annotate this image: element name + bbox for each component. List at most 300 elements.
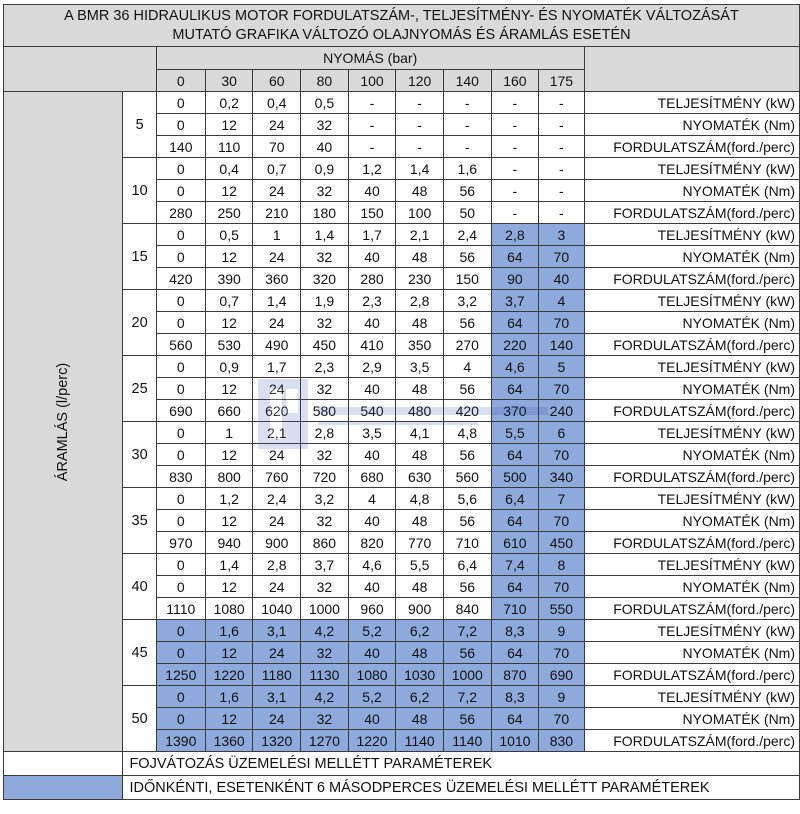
value-cell: 12 <box>205 114 253 136</box>
value-cell: 3,7 <box>491 290 539 312</box>
value-cell: 24 <box>253 444 301 466</box>
value-cell: 12 <box>205 444 253 466</box>
row-label: FORDULATSZÁM(ford./perc) <box>584 598 799 620</box>
value-cell: 32 <box>301 510 349 532</box>
value-cell: 40 <box>348 708 396 730</box>
pressure-header-175: 175 <box>539 70 584 92</box>
value-cell: 48 <box>396 312 444 334</box>
value-cell: 0 <box>156 642 205 664</box>
value-cell: 150 <box>348 202 396 224</box>
value-cell: 0 <box>156 510 205 532</box>
data-table <box>3 4 800 800</box>
value-cell: 0 <box>156 554 205 576</box>
value-cell: 150 <box>443 268 491 290</box>
value-cell: 1220 <box>348 730 396 752</box>
title-line-1: A BMR 36 HIDRAULIKUS MOTOR FORDULATSZÁM-, TELJESÍTMÉNY- ÉS NYOMATÉK VÁLTOZÁSÁT <box>64 7 739 24</box>
value-cell: 1,9 <box>301 290 349 312</box>
value-cell: 140 <box>539 334 584 356</box>
value-cell: 1010 <box>491 730 539 752</box>
row-label: NYOMATÉK (Nm) <box>584 708 799 730</box>
value-cell: 0,4 <box>205 158 253 180</box>
value-cell: 1,4 <box>396 158 444 180</box>
row-label: FORDULATSZÁM(ford./perc) <box>584 334 799 356</box>
row-label: TELJESÍTMÉNY (kW) <box>584 224 799 246</box>
value-cell: 4,8 <box>443 422 491 444</box>
value-cell: - <box>491 202 539 224</box>
value-cell: 3,5 <box>348 422 396 444</box>
value-cell: 4,2 <box>301 686 349 708</box>
pressure-header-30: 30 <box>205 70 253 92</box>
value-cell: 56 <box>443 444 491 466</box>
value-cell: 1130 <box>301 664 349 686</box>
value-cell: 2,8 <box>253 554 301 576</box>
value-cell: 3,5 <box>396 356 444 378</box>
value-cell: 56 <box>443 510 491 532</box>
row-label: TELJESÍTMÉNY (kW) <box>584 620 799 642</box>
value-cell: 840 <box>443 598 491 620</box>
value-cell: - <box>348 114 396 136</box>
row-label: NYOMATÉK (Nm) <box>584 576 799 598</box>
value-cell: 1040 <box>253 598 301 620</box>
value-cell: 580 <box>301 400 349 422</box>
value-cell: - <box>396 136 444 158</box>
value-cell: 0 <box>156 246 205 268</box>
value-cell: 0 <box>156 378 205 400</box>
value-cell: 0 <box>156 312 205 334</box>
value-cell: 8 <box>539 554 584 576</box>
value-cell: 3,2 <box>443 290 491 312</box>
pressure-header-120: 120 <box>396 70 444 92</box>
value-cell: 3,1 <box>253 620 301 642</box>
table-row <box>4 356 800 378</box>
value-cell: 1080 <box>348 664 396 686</box>
row-label: FORDULATSZÁM(ford./perc) <box>584 400 799 422</box>
value-cell: 64 <box>491 378 539 400</box>
value-cell: 210 <box>253 202 301 224</box>
row-label: NYOMATÉK (Nm) <box>584 114 799 136</box>
value-cell: 1 <box>253 224 301 246</box>
value-cell: - <box>443 114 491 136</box>
value-cell: 370 <box>491 400 539 422</box>
value-cell: 56 <box>443 312 491 334</box>
value-cell: 5,6 <box>443 488 491 510</box>
value-cell: 0 <box>156 708 205 730</box>
value-cell: 24 <box>253 180 301 202</box>
pressure-header-160: 160 <box>491 70 539 92</box>
value-cell: - <box>491 180 539 202</box>
value-cell: 32 <box>301 246 349 268</box>
value-cell: 860 <box>301 532 349 554</box>
value-cell: 3,1 <box>253 686 301 708</box>
value-cell: 710 <box>491 598 539 620</box>
value-cell: 6,2 <box>396 620 444 642</box>
value-cell: 1220 <box>205 664 253 686</box>
value-cell: 12 <box>205 708 253 730</box>
value-cell: 8,3 <box>491 686 539 708</box>
row-label: FORDULATSZÁM(ford./perc) <box>584 268 799 290</box>
value-cell: 70 <box>539 642 584 664</box>
table-row <box>4 554 800 576</box>
value-cell: 40 <box>301 136 349 158</box>
value-cell: 48 <box>396 576 444 598</box>
value-cell: 56 <box>443 708 491 730</box>
value-cell: 340 <box>539 466 584 488</box>
value-cell: 24 <box>253 312 301 334</box>
value-cell: 1390 <box>156 730 205 752</box>
row-label: TELJESÍTMÉNY (kW) <box>584 290 799 312</box>
value-cell: 4 <box>539 290 584 312</box>
value-cell: 24 <box>253 378 301 400</box>
value-cell: 2,8 <box>301 422 349 444</box>
flow-value-5: 5 <box>123 92 156 158</box>
row-label: NYOMATÉK (Nm) <box>584 444 799 466</box>
row-label: TELJESÍTMÉNY (kW) <box>584 554 799 576</box>
value-cell: 64 <box>491 444 539 466</box>
value-cell: 0 <box>156 576 205 598</box>
value-cell: 9 <box>539 686 584 708</box>
value-cell: 12 <box>205 246 253 268</box>
value-cell: 56 <box>443 642 491 664</box>
value-cell: 1000 <box>301 598 349 620</box>
value-cell: 1,6 <box>205 686 253 708</box>
value-cell: 1030 <box>396 664 444 686</box>
label-header-blank <box>584 47 799 92</box>
value-cell: 70 <box>539 378 584 400</box>
table-row <box>4 290 800 312</box>
value-cell: 1080 <box>205 598 253 620</box>
value-cell: 690 <box>156 400 205 422</box>
value-cell: 0 <box>156 488 205 510</box>
corner-cell <box>4 47 157 92</box>
row-label: TELJESÍTMÉNY (kW) <box>584 158 799 180</box>
value-cell: 4 <box>443 356 491 378</box>
value-cell: 1140 <box>396 730 444 752</box>
value-cell: 4,8 <box>396 488 444 510</box>
value-cell: 320 <box>301 268 349 290</box>
value-cell: 220 <box>491 334 539 356</box>
value-cell: 4,2 <box>301 620 349 642</box>
value-cell: 970 <box>156 532 205 554</box>
row-label: TELJESÍTMÉNY (kW) <box>584 92 799 114</box>
pressure-header-140: 140 <box>443 70 491 92</box>
value-cell: 1320 <box>253 730 301 752</box>
value-cell: 0 <box>156 686 205 708</box>
value-cell: 1180 <box>253 664 301 686</box>
pressure-header: NYOMÁS (bar) <box>156 47 584 70</box>
pressure-header-80: 80 <box>301 70 349 92</box>
value-cell: - <box>539 92 584 114</box>
row-label: FORDULATSZÁM(ford./perc) <box>584 532 799 554</box>
flow-value-20: 20 <box>123 290 156 356</box>
value-cell: 40 <box>348 510 396 532</box>
value-cell: 240 <box>539 400 584 422</box>
flow-value-40: 40 <box>123 554 156 620</box>
value-cell: - <box>491 114 539 136</box>
value-cell: 70 <box>539 312 584 334</box>
value-cell: 1250 <box>156 664 205 686</box>
flow-value-50: 50 <box>123 686 156 752</box>
value-cell: 0 <box>156 422 205 444</box>
row-label: TELJESÍTMÉNY (kW) <box>584 686 799 708</box>
value-cell: 3 <box>539 224 584 246</box>
value-cell: 1,2 <box>348 158 396 180</box>
value-cell: 24 <box>253 642 301 664</box>
value-cell: 420 <box>156 268 205 290</box>
value-cell: 420 <box>443 400 491 422</box>
value-cell: 48 <box>396 444 444 466</box>
value-cell: 32 <box>301 642 349 664</box>
row-label: NYOMATÉK (Nm) <box>584 246 799 268</box>
value-cell: 0 <box>156 620 205 642</box>
legend-swatch <box>4 752 123 776</box>
value-cell: - <box>491 92 539 114</box>
value-cell: 1 <box>205 422 253 444</box>
value-cell: 490 <box>253 334 301 356</box>
value-cell: 1,2 <box>205 488 253 510</box>
value-cell: 4,1 <box>396 422 444 444</box>
value-cell: 0 <box>156 290 205 312</box>
value-cell: 690 <box>539 664 584 686</box>
value-cell: 64 <box>491 246 539 268</box>
value-cell: 280 <box>348 268 396 290</box>
value-cell: 1,4 <box>301 224 349 246</box>
value-cell: 24 <box>253 576 301 598</box>
value-cell: 48 <box>396 708 444 730</box>
value-cell: 410 <box>348 334 396 356</box>
value-cell: 70 <box>253 136 301 158</box>
value-cell: 1,7 <box>348 224 396 246</box>
value-cell: 870 <box>491 664 539 686</box>
value-cell: 56 <box>443 378 491 400</box>
value-cell: 70 <box>539 510 584 532</box>
value-cell: 450 <box>539 532 584 554</box>
value-cell: - <box>348 92 396 114</box>
value-cell: 830 <box>539 730 584 752</box>
value-cell: 7,4 <box>491 554 539 576</box>
value-cell: 480 <box>396 400 444 422</box>
value-cell: 1000 <box>443 664 491 686</box>
value-cell: 770 <box>396 532 444 554</box>
value-cell: 6,4 <box>491 488 539 510</box>
value-cell: 32 <box>301 312 349 334</box>
value-cell: 1,7 <box>253 356 301 378</box>
value-cell: 56 <box>443 576 491 598</box>
value-cell: 6 <box>539 422 584 444</box>
value-cell: - <box>396 114 444 136</box>
value-cell: 40 <box>348 246 396 268</box>
value-cell: 5,2 <box>348 686 396 708</box>
value-cell: 0,9 <box>205 356 253 378</box>
value-cell: 3,2 <box>301 488 349 510</box>
row-label: TELJESÍTMÉNY (kW) <box>584 422 799 444</box>
value-cell: 24 <box>253 510 301 532</box>
value-cell: 0,5 <box>301 92 349 114</box>
value-cell: - <box>539 158 584 180</box>
value-cell: 0 <box>156 444 205 466</box>
value-cell: 4,6 <box>491 356 539 378</box>
value-cell: 7 <box>539 488 584 510</box>
value-cell: 630 <box>396 466 444 488</box>
value-cell: 390 <box>205 268 253 290</box>
value-cell: 2,4 <box>443 224 491 246</box>
flow-value-25: 25 <box>123 356 156 422</box>
legend-row <box>4 752 800 776</box>
value-cell: 12 <box>205 180 253 202</box>
value-cell: 64 <box>491 642 539 664</box>
value-cell: 820 <box>348 532 396 554</box>
value-cell: 250 <box>205 202 253 224</box>
value-cell: 48 <box>396 378 444 400</box>
value-cell: - <box>491 158 539 180</box>
value-cell: 280 <box>156 202 205 224</box>
value-cell: 660 <box>205 400 253 422</box>
table-row <box>4 620 800 642</box>
value-cell: 5,5 <box>491 422 539 444</box>
flow-value-35: 35 <box>123 488 156 554</box>
value-cell: 960 <box>348 598 396 620</box>
value-cell: 32 <box>301 576 349 598</box>
value-cell: 1270 <box>301 730 349 752</box>
row-label: NYOMATÉK (Nm) <box>584 510 799 532</box>
value-cell: - <box>396 92 444 114</box>
value-cell: - <box>539 114 584 136</box>
value-cell: 48 <box>396 246 444 268</box>
value-cell: 1,6 <box>443 158 491 180</box>
value-cell: 1,4 <box>205 554 253 576</box>
value-cell: 0,7 <box>205 290 253 312</box>
value-cell: 2,9 <box>348 356 396 378</box>
value-cell: 12 <box>205 576 253 598</box>
value-cell: 2,8 <box>396 290 444 312</box>
value-cell: 760 <box>253 466 301 488</box>
value-cell: 610 <box>491 532 539 554</box>
value-cell: 32 <box>301 114 349 136</box>
value-cell: 48 <box>396 180 444 202</box>
value-cell: 24 <box>253 708 301 730</box>
value-cell: 56 <box>443 246 491 268</box>
value-cell: 0 <box>156 224 205 246</box>
value-cell: 40 <box>348 312 396 334</box>
value-cell: 500 <box>491 466 539 488</box>
value-cell: 70 <box>539 246 584 268</box>
value-cell: 12 <box>205 510 253 532</box>
value-cell: 48 <box>396 510 444 532</box>
value-cell: 70 <box>539 708 584 730</box>
value-cell: 230 <box>396 268 444 290</box>
value-cell: 0,9 <box>301 158 349 180</box>
value-cell: 2,4 <box>253 488 301 510</box>
row-label: NYOMATÉK (Nm) <box>584 180 799 202</box>
value-cell: 40 <box>348 576 396 598</box>
value-cell: 4,6 <box>348 554 396 576</box>
value-cell: - <box>539 180 584 202</box>
value-cell: - <box>539 136 584 158</box>
value-cell: 12 <box>205 312 253 334</box>
value-cell: 40 <box>348 180 396 202</box>
value-cell: 560 <box>443 466 491 488</box>
flow-value-15: 15 <box>123 224 156 290</box>
value-cell: 800 <box>205 466 253 488</box>
value-cell: 140 <box>156 136 205 158</box>
value-cell: 620 <box>253 400 301 422</box>
value-cell: 5,2 <box>348 620 396 642</box>
value-cell: 64 <box>491 312 539 334</box>
value-cell: 2,1 <box>396 224 444 246</box>
row-label: FORDULATSZÁM(ford./perc) <box>584 664 799 686</box>
value-cell: 40 <box>348 378 396 400</box>
value-cell: 0 <box>156 92 205 114</box>
value-cell: - <box>443 136 491 158</box>
value-cell: 7,2 <box>443 620 491 642</box>
value-cell: 0 <box>156 114 205 136</box>
value-cell: 40 <box>348 642 396 664</box>
flow-value-30: 30 <box>123 422 156 488</box>
value-cell: 540 <box>348 400 396 422</box>
table-row <box>4 224 800 246</box>
table-row <box>4 422 800 444</box>
value-cell: 2,3 <box>348 290 396 312</box>
value-cell: 24 <box>253 114 301 136</box>
value-cell: 32 <box>301 444 349 466</box>
value-cell: 1,4 <box>253 290 301 312</box>
value-cell: 100 <box>396 202 444 224</box>
row-label: TELJESÍTMÉNY (kW) <box>584 488 799 510</box>
value-cell: 2,3 <box>301 356 349 378</box>
table-row <box>4 686 800 708</box>
value-cell: 8,3 <box>491 620 539 642</box>
table-row <box>4 92 800 114</box>
value-cell: 530 <box>205 334 253 356</box>
table-row <box>4 158 800 180</box>
value-cell: 3,7 <box>301 554 349 576</box>
value-cell: 0 <box>156 158 205 180</box>
row-label: NYOMATÉK (Nm) <box>584 642 799 664</box>
value-cell: 32 <box>301 378 349 400</box>
value-cell: 2,1 <box>253 422 301 444</box>
value-cell: - <box>491 136 539 158</box>
value-cell: 90 <box>491 268 539 290</box>
value-cell: 5 <box>539 356 584 378</box>
value-cell: 12 <box>205 642 253 664</box>
value-cell: 24 <box>253 246 301 268</box>
value-cell: 56 <box>443 180 491 202</box>
row-label: TELJESÍTMÉNY (kW) <box>584 356 799 378</box>
pressure-header-0: 0 <box>156 70 205 92</box>
value-cell: 48 <box>396 642 444 664</box>
value-cell: 32 <box>301 708 349 730</box>
value-cell: 0,2 <box>205 92 253 114</box>
value-cell: 64 <box>491 510 539 532</box>
row-label: FORDULATSZÁM(ford./perc) <box>584 136 799 158</box>
value-cell: 900 <box>253 532 301 554</box>
value-cell: 940 <box>205 532 253 554</box>
value-cell: 5,5 <box>396 554 444 576</box>
value-cell: 350 <box>396 334 444 356</box>
value-cell: 720 <box>301 466 349 488</box>
value-cell: 64 <box>491 708 539 730</box>
legend-text: FOJVÁTOZÁS ÜZEMELÉSI MELLÉTT PARAMÉTEREK <box>123 752 800 776</box>
flow-value-10: 10 <box>123 158 156 224</box>
value-cell: 6,2 <box>396 686 444 708</box>
value-cell: 560 <box>156 334 205 356</box>
legend-text: IDŐNKÉNTI, ESETENKÉNT 6 MÁSODPERCES ÜZEMELÉSI MELLÉTT PARAMÉTEREK <box>123 776 800 800</box>
value-cell: 450 <box>301 334 349 356</box>
value-cell: 550 <box>539 598 584 620</box>
value-cell: 70 <box>539 444 584 466</box>
value-cell: 4 <box>348 488 396 510</box>
row-label: FORDULATSZÁM(ford./perc) <box>584 730 799 752</box>
value-cell: 0 <box>156 180 205 202</box>
